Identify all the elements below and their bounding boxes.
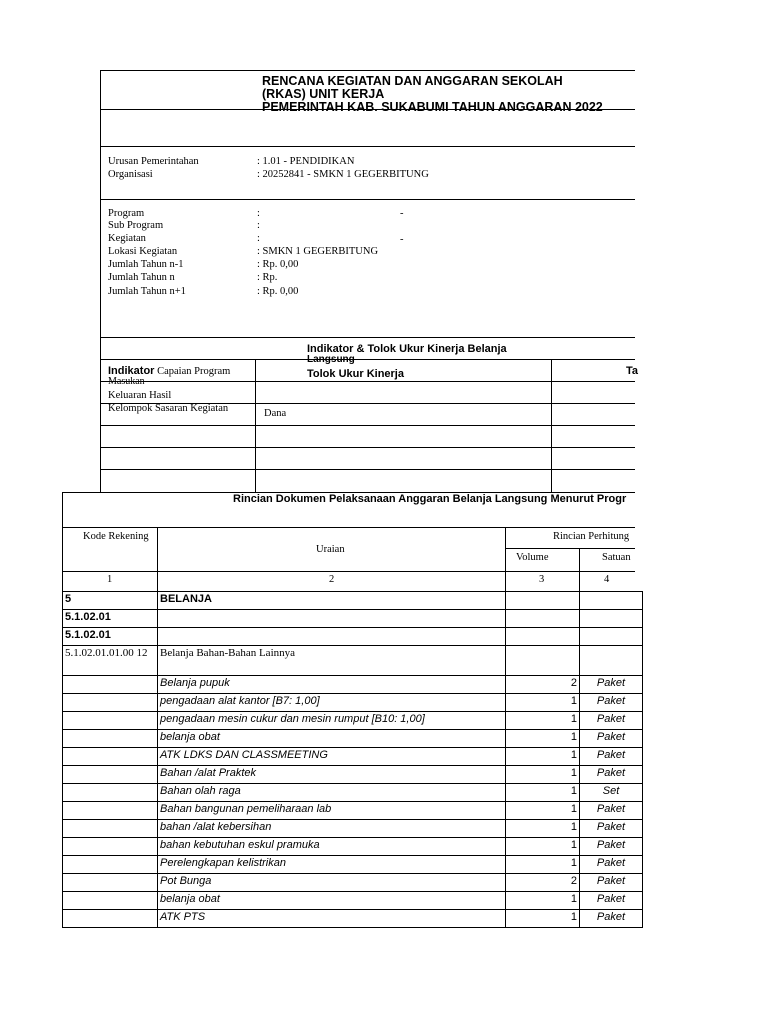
table-row bbox=[63, 628, 643, 646]
table-row bbox=[63, 610, 643, 628]
indikator-line-5 bbox=[100, 447, 635, 448]
col-kode-header: Kode Rekening bbox=[83, 531, 149, 542]
cell-satuan: Paket bbox=[580, 892, 643, 910]
table-row bbox=[63, 748, 643, 766]
kegiatan-dash: - bbox=[400, 234, 404, 245]
col-rincian-header: Rincian Perhitung bbox=[553, 531, 630, 542]
indikator-vline-1 bbox=[255, 359, 256, 492]
indikator-bold-word: Indikator bbox=[108, 365, 155, 377]
organisasi-label: Organisasi bbox=[108, 169, 153, 180]
cell-kode bbox=[63, 838, 158, 856]
cell-kode bbox=[63, 784, 158, 802]
cell-satuan: Paket bbox=[580, 766, 643, 784]
cell-uraian: pengadaan mesin cukur dan mesin rumput [B10: 1,00] bbox=[158, 712, 506, 730]
cell-uraian: Pot Bunga bbox=[158, 874, 506, 892]
table-row bbox=[63, 856, 643, 874]
col-satuan-header: Satuan bbox=[602, 552, 631, 563]
cell-kode bbox=[63, 712, 158, 730]
cell-kode bbox=[63, 694, 158, 712]
cell-volume: 1 bbox=[506, 730, 580, 748]
cell-kode bbox=[63, 910, 158, 928]
masukan-label: Masukan bbox=[108, 376, 145, 387]
cell-satuan bbox=[580, 592, 643, 610]
cell-uraian: bahan /alat kebersihan bbox=[158, 820, 506, 838]
cell-volume bbox=[506, 646, 580, 676]
frame-line-5 bbox=[100, 337, 635, 338]
rincian-vline-3 bbox=[579, 548, 580, 591]
n-minus-label: Jumlah Tahun n-1 bbox=[108, 259, 184, 270]
doc-title bbox=[262, 75, 603, 114]
indikator-vline-2 bbox=[551, 359, 552, 492]
table-row bbox=[63, 802, 643, 820]
rincian-line-2 bbox=[62, 527, 635, 528]
table-row bbox=[63, 712, 643, 730]
program-dash: - bbox=[400, 208, 404, 219]
organisasi-value: : 20252841 - SMKN 1 GEGERBITUNG bbox=[257, 169, 429, 180]
table-row bbox=[63, 646, 643, 676]
cell-volume: 1 bbox=[506, 694, 580, 712]
frame-left-line bbox=[100, 70, 101, 492]
keluaran-label: Keluaran Hasil bbox=[108, 390, 172, 401]
table-row bbox=[63, 784, 643, 802]
col-num-1: 1 bbox=[107, 574, 113, 585]
cell-uraian bbox=[158, 628, 506, 646]
n-value: : Rp. bbox=[257, 272, 278, 283]
cell-uraian: bahan kebutuhan eskul pramuka bbox=[158, 838, 506, 856]
table-row bbox=[63, 838, 643, 856]
cell-volume: 1 bbox=[506, 748, 580, 766]
cell-kode: 5.1.02.01 bbox=[63, 628, 158, 646]
rincian-heading: Rincian Dokumen Pelaksanaan Anggaran Belanja Langsung Menurut Progr bbox=[233, 493, 627, 505]
cell-volume bbox=[506, 610, 580, 628]
n-plus-value: : Rp. 0,00 bbox=[257, 286, 299, 297]
table-row bbox=[63, 592, 643, 610]
cell-volume: 1 bbox=[506, 820, 580, 838]
cell-satuan bbox=[580, 610, 643, 628]
cell-satuan: Paket bbox=[580, 802, 643, 820]
lokasi-label: Lokasi Kegiatan bbox=[108, 246, 178, 257]
table-row bbox=[63, 730, 643, 748]
cell-satuan: Paket bbox=[580, 748, 643, 766]
table-row bbox=[63, 892, 643, 910]
cell-uraian: BELANJA bbox=[158, 592, 506, 610]
cell-satuan: Set bbox=[580, 784, 643, 802]
indikator-line-6 bbox=[100, 469, 635, 470]
rincian-table-body bbox=[63, 592, 643, 928]
rincian-table bbox=[62, 591, 643, 928]
title-line-1: RENCANA KEGIATAN DAN ANGGARAN SEKOLAH bbox=[262, 74, 563, 88]
tolok-ukur-header: Tolok Ukur Kinerja bbox=[307, 368, 404, 380]
table-row bbox=[63, 910, 643, 928]
cell-satuan: Paket bbox=[580, 910, 643, 928]
cell-volume: 1 bbox=[506, 892, 580, 910]
cell-satuan: Paket bbox=[580, 712, 643, 730]
cell-satuan: Paket bbox=[580, 730, 643, 748]
rincian-subheader-line bbox=[505, 548, 635, 549]
cell-volume: 1 bbox=[506, 784, 580, 802]
frame-top-line bbox=[100, 70, 635, 71]
cell-satuan bbox=[580, 628, 643, 646]
cell-kode bbox=[63, 676, 158, 694]
col-uraian-header: Uraian bbox=[316, 544, 345, 555]
cell-volume: 1 bbox=[506, 910, 580, 928]
indikator-line-2 bbox=[100, 381, 635, 382]
table-row bbox=[63, 694, 643, 712]
col-num-4: 4 bbox=[604, 574, 610, 585]
cell-uraian: ATK PTS bbox=[158, 910, 506, 928]
urusan-label: Urusan Pemerintahan bbox=[108, 156, 199, 167]
program-value: : bbox=[257, 208, 260, 219]
kegiatan-value: : bbox=[257, 233, 260, 244]
col-num-3: 3 bbox=[539, 574, 545, 585]
cell-uraian: Bahan /alat Praktek bbox=[158, 766, 506, 784]
cell-volume bbox=[506, 628, 580, 646]
cell-volume bbox=[506, 592, 580, 610]
n-plus-label: Jumlah Tahun n+1 bbox=[108, 286, 186, 297]
indikator-line-1 bbox=[100, 359, 635, 360]
cell-satuan: Paket bbox=[580, 694, 643, 712]
cell-volume: 1 bbox=[506, 802, 580, 820]
cell-kode bbox=[63, 748, 158, 766]
cell-satuan: Paket bbox=[580, 856, 643, 874]
cell-satuan: Paket bbox=[580, 874, 643, 892]
table-row bbox=[63, 820, 643, 838]
cell-kode bbox=[63, 892, 158, 910]
cell-kode: 5 bbox=[63, 592, 158, 610]
n-minus-value: : Rp. 0,00 bbox=[257, 259, 299, 270]
cell-volume: 1 bbox=[506, 712, 580, 730]
kegiatan-label: Kegiatan bbox=[108, 233, 146, 244]
urusan-value: : 1.01 - PENDIDIKAN bbox=[257, 156, 355, 167]
kelompok-label: Kelompok Sasaran Kegiatan bbox=[108, 403, 229, 414]
cell-satuan: Paket bbox=[580, 820, 643, 838]
cell-uraian: belanja obat bbox=[158, 730, 506, 748]
title-line-2: (RKAS) UNIT KERJA bbox=[262, 87, 385, 101]
cell-uraian: Belanja Bahan-Bahan Lainnya bbox=[158, 646, 506, 676]
subprogram-label: Sub Program bbox=[108, 220, 164, 231]
cell-satuan: Paket bbox=[580, 676, 643, 694]
rincian-line-3 bbox=[62, 571, 635, 572]
rincian-left-line bbox=[62, 492, 63, 591]
cell-uraian: ATK LDKS DAN CLASSMEETING bbox=[158, 748, 506, 766]
col-num-2: 2 bbox=[329, 574, 335, 585]
n-label: Jumlah Tahun n bbox=[108, 272, 175, 283]
cell-kode: 5.1.02.01 bbox=[63, 610, 158, 628]
cell-kode bbox=[63, 730, 158, 748]
cell-volume: 1 bbox=[506, 856, 580, 874]
cell-kode bbox=[63, 874, 158, 892]
cell-kode bbox=[63, 766, 158, 784]
cell-uraian: belanja obat bbox=[158, 892, 506, 910]
dana-label: Dana bbox=[264, 408, 287, 419]
cell-satuan bbox=[580, 646, 643, 676]
title-line-3: PEMERINTAH KAB. SUKABUMI TAHUN ANGGARAN 2022 bbox=[262, 100, 603, 114]
cell-kode bbox=[63, 856, 158, 874]
table-row bbox=[63, 874, 643, 892]
cell-uraian: Perelengkapan kelistrikan bbox=[158, 856, 506, 874]
lokasi-value: : SMKN 1 GEGERBITUNG bbox=[257, 246, 379, 257]
cell-uraian: Belanja pupuk bbox=[158, 676, 506, 694]
frame-line-4 bbox=[100, 199, 635, 200]
program-label: Program bbox=[108, 208, 145, 219]
indikator-rest-word: Capaian Program bbox=[157, 366, 231, 377]
col-volume-header: Volume bbox=[516, 552, 549, 563]
frame-line-3 bbox=[100, 146, 635, 147]
cell-kode bbox=[63, 820, 158, 838]
indikator-line-4 bbox=[100, 425, 635, 426]
indikator-heading-1: Indikator & Tolok Ukur Kinerja Belanja bbox=[307, 343, 507, 355]
target-header: Ta bbox=[626, 365, 639, 377]
cell-uraian: Bahan olah raga bbox=[158, 784, 506, 802]
cell-volume: 2 bbox=[506, 874, 580, 892]
cell-uraian: Bahan bangunan pemeliharaan lab bbox=[158, 802, 506, 820]
table-row bbox=[63, 766, 643, 784]
indikator-heading-2: Langsung bbox=[307, 354, 355, 365]
cell-volume: 2 bbox=[506, 676, 580, 694]
cell-kode bbox=[63, 802, 158, 820]
table-row bbox=[63, 676, 643, 694]
cell-volume: 1 bbox=[506, 838, 580, 856]
cell-satuan: Paket bbox=[580, 838, 643, 856]
cell-volume: 1 bbox=[506, 766, 580, 784]
cell-uraian: pengadaan alat kantor [B7: 1,00] bbox=[158, 694, 506, 712]
subprogram-value: : bbox=[257, 220, 260, 231]
rincian-vline-1 bbox=[157, 527, 158, 591]
rincian-vline-2 bbox=[505, 527, 506, 591]
cell-kode: 5.1.02.01.01.00 12 bbox=[63, 646, 158, 676]
cell-uraian bbox=[158, 610, 506, 628]
